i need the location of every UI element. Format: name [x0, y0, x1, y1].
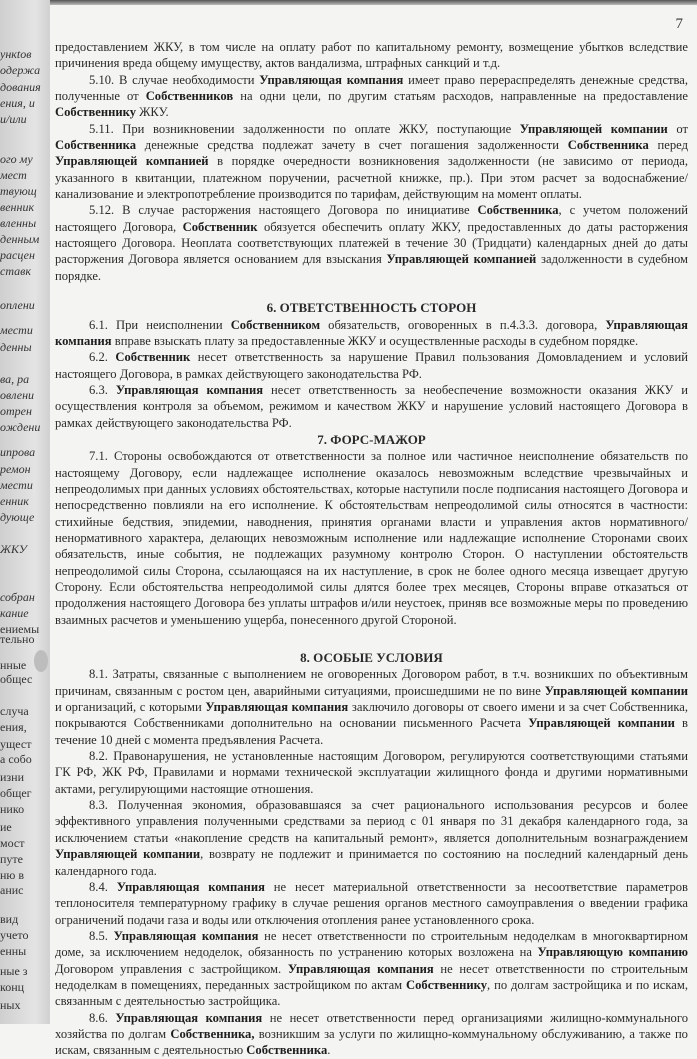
paragraph [55, 928, 688, 1010]
text-run: 8.6. [89, 1010, 116, 1025]
section-heading [55, 650, 688, 666]
paragraph [55, 879, 688, 928]
margin-fragment: ные з [0, 964, 28, 978]
margin-fragment: общес [0, 672, 33, 686]
text-run: задолженности в судебном порядке. [55, 252, 688, 283]
margin-fragment: и/или [0, 112, 27, 126]
bold-term: Собственник [182, 219, 258, 234]
margin-fragment: расцен [0, 248, 35, 262]
scan-top-edge [40, 0, 697, 5]
text-run: 7. ФОРС-МАЖОР [317, 431, 426, 447]
text-run: 8.5. [89, 928, 114, 943]
margin-fragment: ункtов [0, 47, 32, 61]
margin-fragment: дования [0, 80, 41, 94]
text-run: 8. ОСОБЫЕ УСЛОВИЯ [300, 650, 443, 666]
text-run: денежные средства подлежат зачету в счет погашения задолженности [136, 138, 568, 153]
text-run: 7.1. Стороны освобождаются от ответственности за полное или частичное неисполнение обязательств по настоящему Договору, если надлежащее исполнение оказалось невозможным вследствие чрезвычайных и непреодолимых при данных условиях обстоятельствах, которые наступили после подписания настоящего Договора и непосредственно повлияли на его исполнение. К обстоятельствам непреодолимой силы относятся в частности: стихийные бедствия, эпидемии, наводнения, принятия органами власти и управления актов нормативного/ненормативного характера, делающих невозможным исполнение или надлежащие исполнение Сторонами своих обязательств, иные события, не подлежащих разумному контролю Сторон. О наступлении обстоятельств непреодолимой силы Сторона, ссылающаяся на их наступление, в срок не более одного месяца извещает другую Сторону. Если обстоятельства непреодолимой силы длятся более трех месяцев, Стороны вправе отказаться от продолжения настоящего Договора без уплаты штрафов и/или неустоек, приняв все возможные меры по проведению взаимных расчетов и уменьшению ущерба, понесенного другой Стороной. [55, 449, 688, 627]
bold-term: Собственник [115, 350, 191, 365]
margin-fragment: мест [0, 168, 27, 182]
margin-fragment: денным [0, 232, 40, 246]
bold-term: Управляющая компания [116, 879, 265, 894]
text-run: , с учетом положений настоящего Договора, [55, 203, 689, 234]
bold-term: Собственником [230, 317, 321, 332]
bold-term: Управляющая компания [287, 961, 434, 976]
margin-fragment: изни [0, 770, 25, 784]
bold-term: Собственника, [170, 1026, 255, 1041]
paragraph [55, 382, 688, 431]
text-run: 8.1. Затраты, связанные с выполнением не оговоренных Договором работ, в т.ч. возникших по объективным причинам, связанным с ростом цен, аварийными ситуациями, происшедшими не по вине [55, 667, 688, 698]
text-run: обязуется обеспечить оплату ЖКУ, предоставленных до даты расторжения настоящего Договора. Неоплата соответствующих платежей в течение 30 (Тридцати) календарных дней до даты расторжения Договора является основанием для взыскания [55, 219, 688, 267]
text-run: вправе взыскать плату за предоставленные ЖКУ и осуществленные расходы в судебном порядке. [111, 333, 639, 348]
margin-fragment: вленны [0, 216, 37, 230]
text-run: 8.3. Полученная экономия, образовавшаяся за счет рационального использования ресурсов и более эффективного управления полученными средствами за период с 01 января по 31 декабря календарного года, за исключением статьи «накопление средств на капитальный ремонт», является дополнительным вознаграждением [55, 798, 688, 845]
bold-term: Управляющей компании [528, 716, 675, 731]
text-run: 5.11. При возникновении задолженности по оплате ЖКУ, поступающие [89, 121, 520, 136]
margin-fragment: дующе [0, 510, 35, 524]
text-run: ЖКУ. [136, 105, 169, 120]
bold-term: Собственника [567, 138, 649, 153]
margin-fragment: мост [0, 836, 25, 850]
previous-page-bleed-strip [0, 0, 50, 1024]
margin-fragment: овлени [0, 388, 35, 402]
bold-term: Управляющая компания [259, 72, 404, 87]
text-run: на одни цели, по другим статьям расходов, направленные на предоставление [233, 89, 688, 104]
margin-fragment: ения, [0, 720, 27, 734]
text-run: имеет право перераспределять денежные средства, полученные от [55, 72, 688, 104]
paragraph [55, 797, 688, 879]
margin-fragment: оплени [0, 298, 35, 312]
punch-hole [34, 650, 48, 672]
bold-term: Собственнику [55, 105, 136, 120]
margin-fragment: собран [0, 590, 35, 604]
margin-fragment: учето [0, 928, 29, 942]
text-run: перед [648, 138, 689, 153]
margin-fragment: путе [0, 852, 23, 866]
bold-term: Собственника [477, 203, 559, 218]
text-run: , возврату не подлежит и принимается по состоянию на последний календарный день календарного года. [55, 847, 688, 878]
text-run: 6.2. [89, 350, 116, 365]
margin-fragment: конц [0, 980, 25, 994]
text-run: 6. ОТВЕТСТВЕННОСТЬ СТОРОН [266, 300, 477, 316]
section-heading [55, 432, 688, 448]
margin-fragment: ставк [0, 264, 31, 278]
margin-fragment: ождени [0, 420, 41, 434]
paragraph [55, 72, 688, 121]
margin-fragment: ие [0, 820, 12, 834]
text-run: несет ответственность за необеспечение возможности оказания ЖКУ и осуществления контроля за объемом, режимом и качеством ЖКУ и нарушение условий настоящего Договора в рамках действующего законодательства РФ. [55, 382, 688, 430]
margin-fragment: анис [0, 883, 24, 897]
margin-fragment: ущест [0, 737, 32, 751]
paragraph [55, 202, 688, 284]
text-run: не несет ответственности по строительным недоделкам в помещениях, переданных застройщиком по актам [55, 961, 688, 992]
margin-fragment: енник [0, 494, 29, 508]
margin-fragment: ипрова [0, 445, 36, 459]
text-run: не несет ответственности по строительным недоделкам в многоквартирном доме, за исключением недоделок, обязанность по устранению которых возложена на [55, 928, 688, 960]
paragraph [55, 666, 688, 748]
bold-term: Управляющей компанией [55, 154, 209, 169]
bold-term: Собственника [246, 1043, 328, 1058]
bold-term: Собственников [145, 89, 234, 104]
text-run: не несет ответственности перед организациями жилищно-коммунального хозяйства по долгам [55, 1010, 688, 1041]
text-run: 5.12. В случае расторжения настоящего Договора по инициативе [89, 203, 478, 218]
document-body [55, 39, 688, 1059]
text-run: 6.1. При неисполнении [89, 317, 231, 332]
text-run: Договором управления с застройщиком. [55, 961, 288, 976]
margin-fragment: денны [0, 340, 32, 354]
margin-fragment: ню в [0, 868, 25, 882]
paragraph [55, 1010, 688, 1059]
margin-fragment: ных [0, 998, 21, 1012]
paragraph [55, 121, 688, 203]
margin-fragment: тельно [0, 632, 35, 646]
margin-fragment: вид [0, 912, 19, 926]
text-run: и организаций, с которыми [55, 700, 206, 715]
margin-fragment: ЖКУ [0, 542, 27, 556]
text-run: в течение 10 дней с момента предъявления Расчета. [55, 716, 688, 747]
text-run: несет ответственность за нарушение Правил пользования Домовладением и условий настоящего Договора, в рамках действующего законодательства РФ. [55, 350, 688, 381]
margin-fragment: венник [0, 200, 35, 214]
margin-fragment: ва, ра [0, 372, 30, 386]
margin-fragment: мести [0, 478, 33, 492]
bold-term: Управляющая компания [55, 317, 688, 348]
bold-term: Управляющей компании [519, 121, 668, 136]
paragraph [55, 448, 688, 628]
bold-term: Управляющая компания [113, 928, 259, 943]
margin-fragment: мести [0, 323, 33, 337]
margin-fragment: а собо [0, 752, 32, 766]
text-run: заключило договоры от своего имени и за счет Собственника, покрываются Собственниками дополнительно на основании письменного Расчета [55, 700, 688, 731]
paragraph [55, 39, 688, 72]
section-heading [55, 300, 688, 316]
margin-fragment: нные [0, 658, 27, 672]
text-run: от [667, 121, 688, 136]
margin-fragment: ремон [0, 462, 31, 476]
text-run: 5.10. В случае необходимости [89, 72, 260, 87]
text-run: . [327, 1043, 331, 1058]
margin-fragment: ого му [0, 152, 33, 166]
margin-fragment: ениемы [0, 622, 40, 636]
margin-fragment: кание [0, 606, 29, 620]
bold-term: Управляющей компании [55, 847, 201, 862]
bold-term: Управляющая компания [115, 382, 264, 397]
paragraph [55, 748, 688, 797]
margin-fragment: отрен [0, 404, 32, 418]
bold-term: Управляющая компания [205, 700, 349, 715]
margin-fragment: общег [0, 786, 32, 800]
paragraph [55, 317, 688, 350]
text-run: не несет материальной ответственности за несоответствие параметров теплоносителя температурному графику в случае решения органов местного самоуправления о введении графика ограничений подачи газа и воды или отключения отопления ранее установленного срока. [55, 879, 688, 927]
paragraph [55, 349, 688, 382]
margin-fragment: твующ [0, 184, 37, 198]
page-number: 7 [675, 16, 683, 32]
margin-fragment: одержа [0, 63, 41, 77]
bold-term: Управляющая компания [115, 1010, 263, 1025]
text-run: в порядке очередности возникновения задолженности (не зависимо от периода, указанного в квитанции, платежном поручении, расчетной книжке, пр.). При этом расчет за водоснабжение/канализование и электропотребление производится по тарифам, действующим на момент оплаты. [55, 154, 688, 202]
bold-term: Управляющей компании [544, 683, 689, 698]
bold-term: Собственника [55, 138, 136, 153]
bold-term: Управляющую компанию [537, 945, 688, 960]
margin-fragment: нико [0, 802, 25, 816]
text-run: 8.2. Правонарушения, не установленные настоящим Договором, регулируются соответствующими статьями ГК РФ, ЖК РФ, Правилами и нормами технической эксплуатации жилищного фонда и другими нормативными актами, регулирующими настоящие отношения. [55, 749, 688, 796]
text-run: 8.4. [89, 879, 117, 894]
bold-term: Управляющей компанией [386, 252, 537, 267]
text-run: возникшим за услуги по жилищно-коммунальному обслуживанию, а также по искам, связанным с деятельностью [55, 1026, 688, 1058]
margin-fragment: енны [0, 944, 27, 958]
text-run: предоставлением ЖКУ, в том числе на оплату работ по капитальному ремонту, возмещение убытков вследствие причинения вреда общему имуществу, актов вандализма, штрафных санкций и т.д. [55, 40, 688, 71]
text-run: , по долгам застройщика и по искам, связанным с деятельностью застройщика. [55, 977, 688, 1009]
text-run: обязательств, оговоренных в п.4.3.3. договора, [320, 317, 606, 332]
margin-fragment: случа [0, 704, 29, 718]
text-run: 6.3. [89, 382, 116, 397]
bold-term: Собственнику [406, 977, 488, 992]
margin-fragment: ения, и [0, 96, 35, 110]
